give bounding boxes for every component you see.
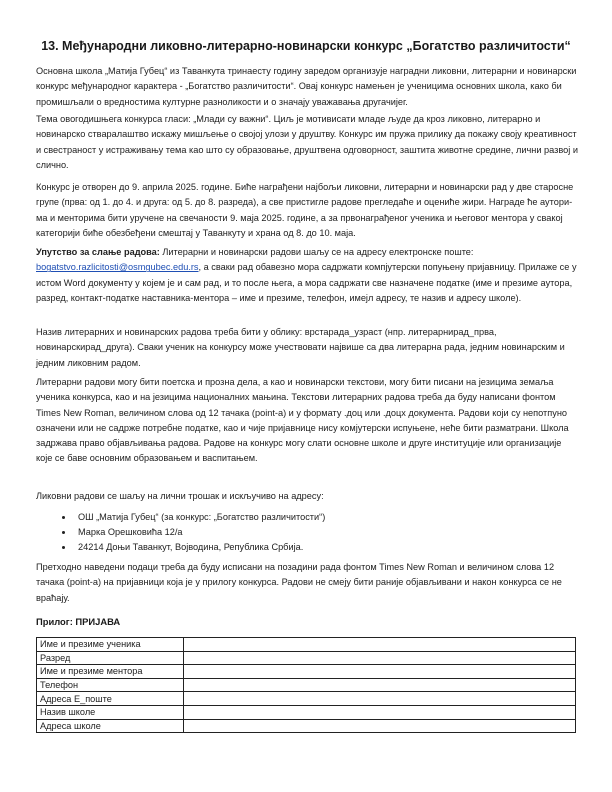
address-line: • ОШ „Матија Губец“ (за конкурс: „Богатство различитости“) (74, 510, 325, 525)
table-row (37, 638, 576, 652)
form-row-value[interactable] (184, 719, 576, 733)
naming-paragraph: Назив литерарних и новинарских радова треба бити у облику: врстарада_узраст (нпр. литерарнирад_прва, новинарскирад_друга). Сваки ученик на конкурсу може учествовати највише са два литерарна рада, једним новинарским и једним ликовним радом. (36, 327, 565, 368)
table-row (37, 678, 576, 692)
theme-paragraph: Тема овогодишњега конкурса гласи: „Млади су важни“. Циљ је мотивисати младе људе да кроз ликовно, литерарно и новинарско стваралаштво искажу мишљење о својој улози у друштву. Конкурс им пружа прилику да покажу своју креативност и свестраност у истраживању тема као што су образовање, друштвена одговорност, заштита животне средине, лични развој и слично. (36, 114, 578, 170)
art-intro-paragraph: Ликовни радови се шаљу на лични трошак и искључиво на адресу: (36, 491, 324, 501)
form-row-label: Име и презиме ученика (37, 638, 184, 652)
table-row (37, 719, 576, 733)
form-row-label: Адреса школе (37, 719, 184, 733)
closing-paragraph: Претходно наведени подаци треба да буду исписани на позадини рада фонтом Times New Roman и величином слова 12 тачака (point-а) на пријавници која је у прилогу конкурса. Радови не смеју бити раније објављивани и након конкурса се не враћају. (36, 562, 562, 603)
table-row (37, 651, 576, 665)
table-row (37, 692, 576, 706)
form-row-value[interactable] (184, 678, 576, 692)
format-paragraph: Литерарни радови могу бити поетска и прозна дела, а као и новинарски текстови, могу бити писани на језицима земаља ученика конкурса, као и на језицима националних мањина. Текстови литерарних радова треба да буду написани фонтом Times New Roman, величином слова од 12 тачака (point-а) и у формату .доц или .доцх документа. Радови који су непотпуно означени или не садрже потребне податке, као и чије пријавнице нису комјутерски испуњене, неће бити разматрани. Школа задржава право објављивања радова. Радове на конкурс могу слати основне школе и друге институције или организације које се баве основним образовањем и васпитањем. (36, 377, 569, 464)
instructions-label: Упутство за слање радова: (36, 247, 160, 257)
attachment-label: Прилог: ПРИЈАВА (36, 616, 121, 627)
instructions-text-before: Литерарни и новинарски радови шаљу се на адресу електронске поште: (159, 247, 474, 257)
form-row-label: Телефон (37, 678, 184, 692)
address-list (56, 510, 325, 555)
form-row-label: Разред (37, 651, 184, 665)
deadline-paragraph: Конкурс је отворен до 9. априла 2025. године. Биће награђени најбољи ликовни, литерарни и новинарски рад у две старосне групе (прва: од 1. до 4. и друга: од 5. до 8. разреда), а све пристигле радове прегледаће и оцениће жири. Награде ће ауторима и менторима бити уручене на свечаности 9. маја 2025. године, а за првонаграђеног ученика и његовог ментора у свакој категорији биће обезбеђени смештај у Таванкуту и храна од 8. до 10. маја. (36, 182, 574, 238)
email-link[interactable]: bogatstvo.razlicitosti@osmgubec.edu.rs (36, 262, 199, 273)
form-row-value[interactable] (184, 638, 576, 652)
form-row-label: Адреса Е_поште (37, 692, 184, 706)
application-form-table (36, 637, 576, 733)
form-row-value[interactable] (184, 665, 576, 679)
address-line: • Марка Орешковића 12/а (74, 525, 325, 540)
table-row (37, 705, 576, 719)
document-title: 13. Међународни ликовно-литерарно-новинарски конкурс „Богатство различитости“ (41, 39, 571, 53)
table-row (37, 665, 576, 679)
form-row-label: Име и презиме ментора (37, 665, 184, 679)
form-row-label: Назив школе (37, 705, 184, 719)
form-row-value[interactable] (184, 651, 576, 665)
intro-paragraph: Основна школа „Матија Губец“ из Таванкута тринаесту годину заредом организује наградни ликовни, литерарни и новинарски конкурс међународног карактера - „Богатство различитости“. Овај конкурс намењен је ученицима основних школа, како би промишљали о вредностима културне разноликости и о значају уважавања другачијег. (36, 66, 577, 107)
form-row-value[interactable] (184, 692, 576, 706)
address-line: • 24214 Доњи Таванкут, Војводина, Република Србија. (74, 540, 325, 555)
form-row-value[interactable] (184, 705, 576, 719)
instructions-text-after: , а сваки рад обавезно мора садржати компјутерски попуњену пријавницу. Прилаже се у истом Word документу у којем је и сам рад, и то после њега, а мора садржати све назначене податке (име и презиме аутора, разред, контакт-податке наставника-ментора – име и презиме, телефон, имејл адресу, те назив и адресу школе). (36, 262, 577, 303)
instructions-paragraph (36, 245, 580, 306)
